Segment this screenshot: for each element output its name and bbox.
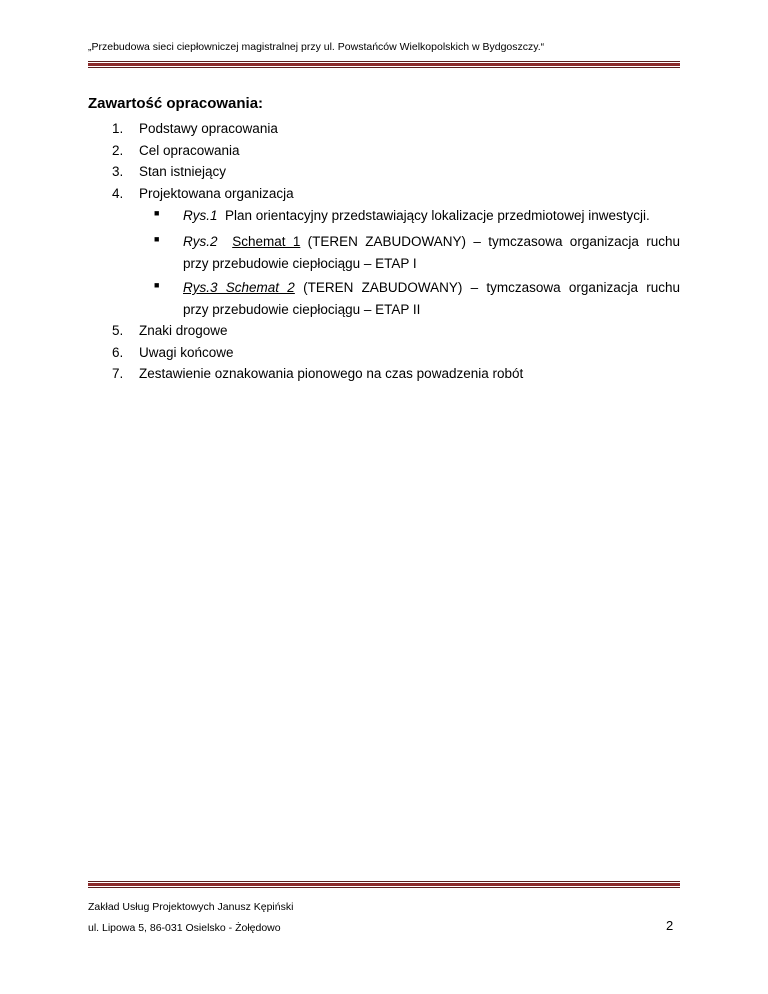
footer-company: Zakład Usług Projektowych Janusz Kępiński [88, 901, 294, 913]
figure-ref: Rys.2 [183, 234, 218, 249]
figure-desc: Plan orientacyjny przedstawiający lokalizacje przedmiotowej inwestycji. [225, 208, 650, 223]
item-number: 6. [112, 345, 124, 360]
figure-ref: Rys.1 [183, 208, 218, 223]
item-number: 4. [112, 186, 124, 201]
item-label: Znaki drogowe [139, 323, 228, 338]
item-label: Cel opracowania [139, 143, 240, 158]
schema-ref: Schemat 1 [232, 234, 301, 249]
item-number: 7. [112, 366, 124, 381]
item-label: Stan istniejący [139, 164, 227, 179]
figure-desc: (TEREN ZABUDOWANY) – tymczasowa organizacja ruchu [307, 234, 680, 249]
item-number: 2. [112, 143, 124, 158]
item-number: 1. [112, 121, 124, 136]
header-title: „Przebudowa sieci ciepłowniczej magistralnej przy ul. Powstańców Wielkopolskich w Bydgoszczy.“ [88, 41, 545, 53]
item-label: Uwagi końcowe [139, 345, 234, 360]
item-number: 5. [112, 323, 124, 338]
square-bullet-icon: ■ [154, 280, 160, 290]
figure-ref: Rys.3 Schemat 2 [183, 280, 295, 295]
square-bullet-icon: ■ [154, 208, 160, 218]
item-label: Podstawy opracowania [139, 121, 278, 136]
figure-desc-continued: przy przebudowie ciepłociągu – ETAP I [183, 256, 417, 271]
square-bullet-icon: ■ [154, 234, 160, 244]
contents-heading: Zawartość opracowania: [88, 95, 264, 112]
sub-item-text [183, 280, 680, 295]
footer-address: ul. Lipowa 5, 86-031 Osielsko - Żołędowo [88, 922, 281, 934]
item-label: Projektowana organizacja [139, 186, 294, 201]
figure-desc: (TEREN ZABUDOWANY) – tymczasowa organizacja ruchu [303, 280, 680, 295]
sub-item-text [183, 208, 650, 223]
item-number: 3. [112, 164, 124, 179]
figure-desc-continued: przy przebudowie ciepłociągu – ETAP II [183, 302, 421, 317]
page-number: 2 [666, 918, 674, 933]
item-label: Zestawienie oznakowania pionowego na czas powadzenia robót [139, 366, 524, 381]
sub-item-text [183, 234, 680, 249]
